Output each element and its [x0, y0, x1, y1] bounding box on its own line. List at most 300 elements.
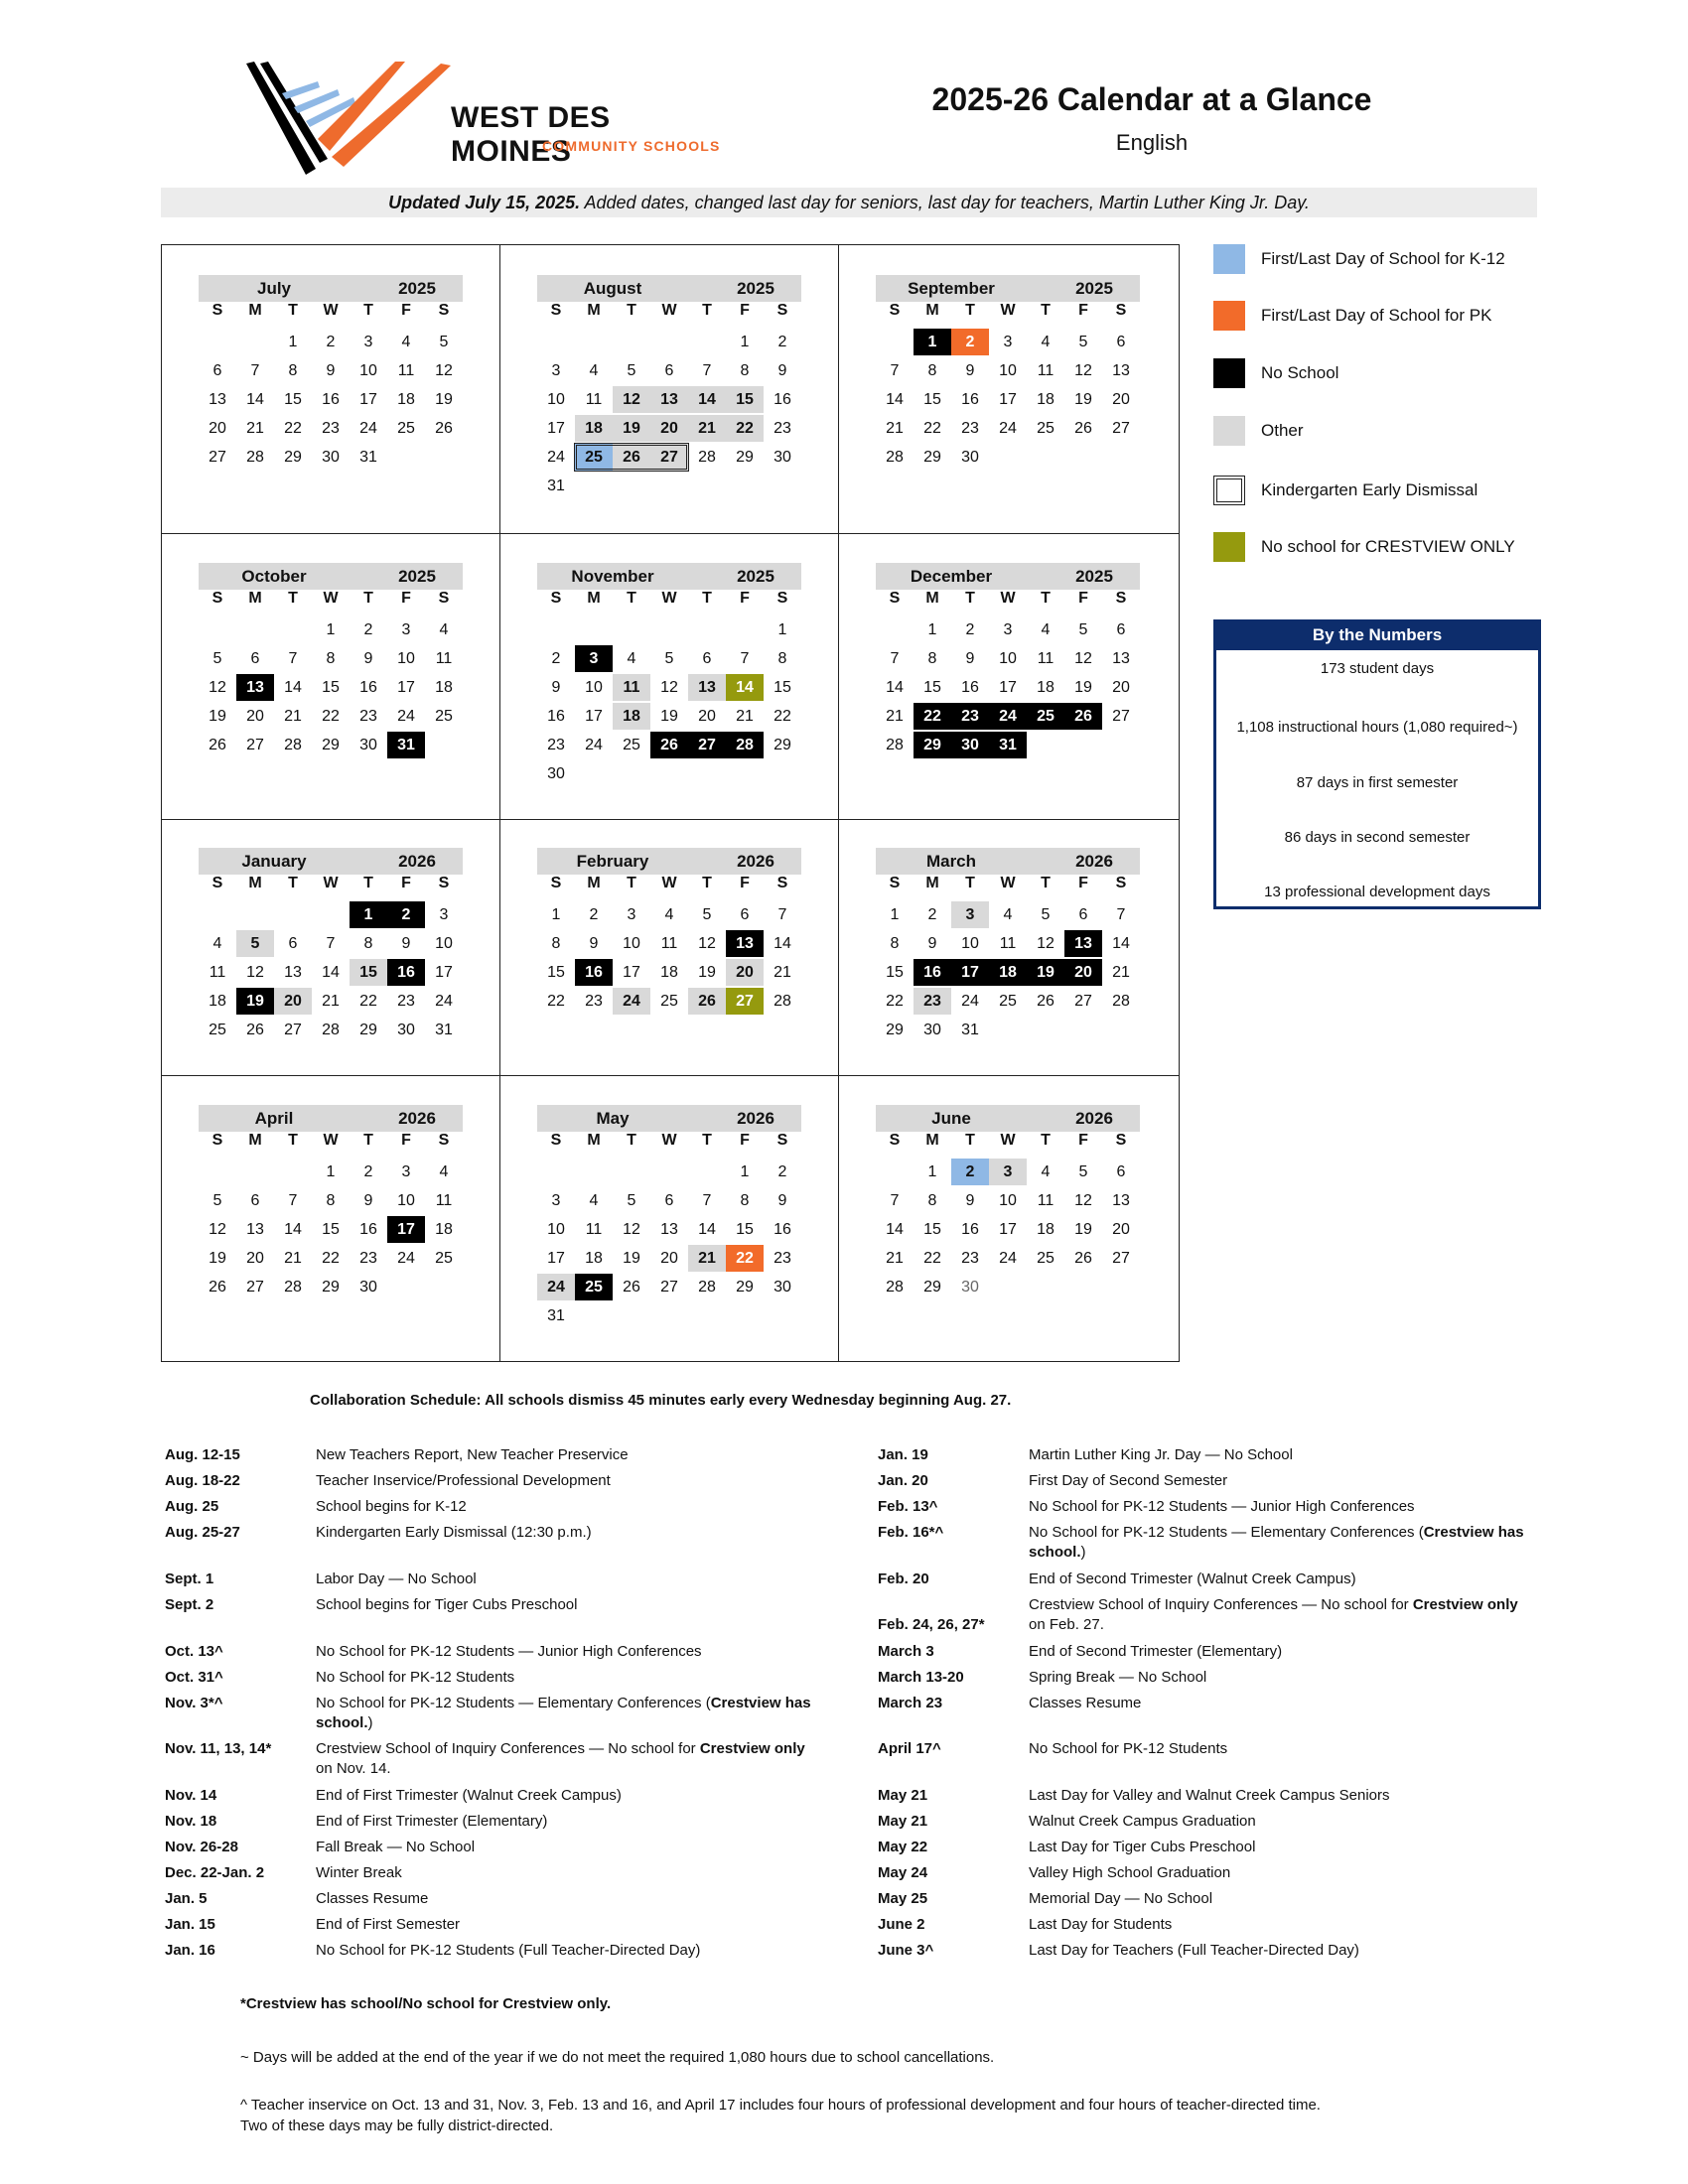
- weekday-label: T: [702, 302, 712, 319]
- weekday-label: T: [965, 302, 975, 319]
- by-the-numbers-title: By the Numbers: [1216, 622, 1538, 650]
- weekday-label: S: [550, 1132, 562, 1149]
- calendar-day-empty: [876, 616, 914, 643]
- legend-item-k12: [1213, 244, 1551, 276]
- month-november: [537, 563, 801, 789]
- event-date: May 21: [878, 1813, 928, 1830]
- calendar-day: 18: [585, 1250, 603, 1267]
- calendar-day: 11: [999, 935, 1017, 952]
- weekday-label: F: [740, 1132, 750, 1149]
- calendar-week: [199, 988, 463, 1017]
- weekday-label: T: [363, 302, 373, 319]
- event-description: [1029, 1739, 1535, 1759]
- calendar-day: 2: [951, 1159, 989, 1185]
- calendar-day: 28: [774, 993, 791, 1010]
- calendar-week: [537, 329, 801, 357]
- footnote-caret-cont: Two of these days may be fully district-directed.: [240, 2117, 554, 2134]
- weekday-label: T: [363, 590, 373, 607]
- calendar-day: 25: [575, 1274, 613, 1300]
- event-date: Jan. 5: [165, 1890, 208, 1907]
- calendar-week: [537, 645, 801, 674]
- calendar-day-empty: [764, 1302, 801, 1329]
- calendar-day-empty: [1102, 1017, 1140, 1043]
- event-text: No School for PK-12 Students: [316, 1669, 515, 1686]
- calendar-day-empty: [537, 1159, 575, 1185]
- calendar-day-empty: [236, 616, 274, 643]
- calendar-day-empty: [1102, 444, 1140, 471]
- weekday-label: T: [965, 1132, 975, 1149]
- calendar-day: 27: [1074, 993, 1092, 1010]
- event-text: School begins for K-12: [316, 1498, 467, 1515]
- calendar-day: 28: [886, 449, 904, 466]
- calendar-day: 5: [236, 930, 274, 957]
- calendar-day: 4: [1041, 334, 1051, 350]
- event-description: [316, 1838, 822, 1857]
- calendar-day: 25: [999, 993, 1017, 1010]
- event-text: School begins for Tiger Cubs Preschool: [316, 1596, 578, 1613]
- calendar-day: 17: [999, 391, 1017, 408]
- calendar-week: [537, 1187, 801, 1216]
- calendar-day: 30: [359, 1279, 377, 1296]
- calendar-day: 12: [1074, 650, 1092, 667]
- weekday-label: T: [288, 1132, 298, 1149]
- calendar-week: [199, 444, 463, 473]
- calendar-day: 6: [250, 650, 260, 667]
- calendar-day: 2: [326, 334, 336, 350]
- event-text-bold: Crestview has school.: [1029, 1524, 1524, 1561]
- calendar-day: 19: [698, 964, 716, 981]
- event-date: Jan. 20: [878, 1472, 928, 1489]
- calendar-day: 3: [951, 901, 989, 928]
- calendar-day: 22: [923, 1250, 941, 1267]
- calendar-day-empty: [199, 329, 236, 355]
- month-name: August: [583, 279, 642, 298]
- calendar-week: [876, 1274, 1140, 1302]
- calendar-day: 5: [212, 650, 222, 667]
- weekday-label: F: [1078, 875, 1088, 891]
- calendar-week: [876, 703, 1140, 732]
- calendar-day: 3: [1003, 621, 1013, 638]
- calendar-day: 23: [585, 993, 603, 1010]
- calendar-day: 23: [951, 703, 989, 730]
- weekday-label: S: [1115, 1132, 1127, 1149]
- calendar-day: 8: [890, 935, 900, 952]
- weekday-label: S: [211, 302, 223, 319]
- calendar-day: 22: [284, 420, 302, 437]
- calendar-day-empty: [613, 1302, 650, 1329]
- calendar-day: 4: [439, 1163, 449, 1180]
- weekday-label: F: [740, 302, 750, 319]
- calendar-day: 1: [288, 334, 298, 350]
- event-date: Aug. 25: [165, 1498, 219, 1515]
- weekday-label: S: [211, 1132, 223, 1149]
- calendar-day: 9: [589, 935, 599, 952]
- calendar-day: 7: [740, 650, 750, 667]
- calendar-day: 23: [774, 420, 791, 437]
- calendar-day: 25: [435, 708, 453, 725]
- calendar-day: 15: [923, 679, 941, 696]
- calendar-day: 25: [660, 993, 678, 1010]
- calendar-day-empty: [575, 473, 613, 499]
- calendar-day: 26: [650, 732, 688, 758]
- event-text: No School for PK-12 Students — Junior High Conferences: [316, 1643, 702, 1660]
- calendar-day: 23: [914, 988, 951, 1015]
- calendar-day: 20: [726, 959, 764, 986]
- event-text-bold: Crestview has school.: [316, 1695, 811, 1731]
- legend-swatch: [1213, 532, 1245, 562]
- weekday-label: T: [627, 302, 636, 319]
- calendar-grid: [161, 244, 1180, 1362]
- calendar-day: 9: [777, 1192, 787, 1209]
- calendar-day: 18: [989, 959, 1027, 986]
- calendar-week: [537, 473, 801, 501]
- weekday-label: M: [248, 302, 262, 319]
- weekday-label: T: [627, 590, 636, 607]
- calendar-day-empty: [199, 1159, 236, 1185]
- month-header: [876, 563, 1140, 590]
- calendar-day: 12: [209, 679, 226, 696]
- event-text: Winter Break: [316, 1864, 402, 1881]
- calendar-week: [876, 1245, 1140, 1274]
- legend-label: First/Last Day of School for PK: [1261, 306, 1492, 325]
- weekday-label: W: [661, 875, 677, 891]
- calendar-day: 11: [1037, 1192, 1055, 1209]
- event-text-bold: Crestview only: [1412, 1596, 1518, 1613]
- logo-wordmark: WEST DES MOINES: [451, 101, 611, 168]
- event-description: [1029, 1863, 1535, 1883]
- month-name: February: [576, 852, 649, 871]
- legend-swatch: [1213, 301, 1245, 331]
- calendar-day: 19: [209, 1250, 226, 1267]
- calendar-day-empty: [650, 760, 688, 787]
- calendar-day-empty: [1027, 1274, 1064, 1300]
- calendar-day: 8: [740, 1192, 750, 1209]
- event-description: [316, 1668, 822, 1688]
- weekday-label: W: [1000, 302, 1016, 319]
- calendar-day: 3: [551, 362, 561, 379]
- event-text: No School for PK-12 Students — Junior High Conferences: [1029, 1498, 1415, 1515]
- calendar-day: 15: [350, 959, 387, 986]
- calendar-week: [876, 901, 1140, 930]
- calendar-week: [537, 1159, 801, 1187]
- calendar-day: 20: [1112, 679, 1130, 696]
- event-date: June 2: [878, 1916, 925, 1933]
- weekday-label: F: [401, 1132, 411, 1149]
- calendar-day: 25: [435, 1250, 453, 1267]
- calendar-day: 2: [363, 1163, 373, 1180]
- calendar-week: [537, 1302, 801, 1331]
- calendar-day: 3: [1003, 334, 1013, 350]
- month-january: [199, 848, 463, 1045]
- calendar-day-empty: [236, 329, 274, 355]
- calendar-day-empty: [387, 444, 425, 471]
- calendar-day: 9: [927, 935, 937, 952]
- weekday-label: T: [1041, 875, 1051, 891]
- event-description: [1029, 1786, 1535, 1806]
- weekday-label: T: [363, 1132, 373, 1149]
- calendar-day: 4: [401, 334, 411, 350]
- calendar-day: 28: [1112, 993, 1130, 1010]
- weekday-label: W: [661, 1132, 677, 1149]
- weekday-label: S: [1115, 875, 1127, 891]
- calendar-day: 13: [236, 674, 274, 701]
- calendar-day: 1: [927, 621, 937, 638]
- event-text-end: ): [367, 1714, 373, 1731]
- calendar-day: 27: [1112, 708, 1130, 725]
- event-description: [1029, 1668, 1535, 1688]
- calendar-day: 22: [547, 993, 565, 1010]
- calendar-day: 8: [927, 650, 937, 667]
- calendar-day: 6: [1078, 906, 1088, 923]
- calendar-day: 22: [886, 993, 904, 1010]
- calendar-day-empty: [764, 473, 801, 499]
- footnote-star: *Crestview has school/No school for Crestview only.: [240, 1995, 612, 2012]
- month-name: May: [596, 1109, 630, 1128]
- calendar-day: 21: [246, 420, 264, 437]
- month-february: [537, 848, 801, 1017]
- calendar-day: 11: [209, 964, 226, 981]
- calendar-day: 1: [777, 621, 787, 638]
- calendar-day: 22: [359, 993, 377, 1010]
- calendar-day-empty: [537, 329, 575, 355]
- calendar-day: 11: [435, 1192, 453, 1209]
- calendar-day: 21: [284, 708, 302, 725]
- collaboration-schedule: Collaboration Schedule: All schools dismiss 45 minutes early every Wednesday beginning Aug. 27.: [310, 1392, 1012, 1409]
- calendar-day: 28: [284, 737, 302, 753]
- calendar-week: [876, 674, 1140, 703]
- calendar-day: 4: [1003, 906, 1013, 923]
- month-august: [537, 275, 801, 501]
- footnote-caret: ^ Teacher inservice on Oct. 13 and 31, Nov. 3, Feb. 13 and 16, and April 17 includes four hours of professional development and four hours of teacher-directed time.: [240, 2097, 1321, 2114]
- weekday-header: [876, 302, 1140, 329]
- calendar-day: 10: [585, 679, 603, 696]
- calendar-day-empty: [613, 1159, 650, 1185]
- calendar-day: 2: [551, 650, 561, 667]
- weekday-label: T: [965, 590, 975, 607]
- calendar-day: 8: [326, 650, 336, 667]
- calendar-day: 6: [288, 935, 298, 952]
- calendar-day-empty: [199, 901, 236, 928]
- weekday-label: S: [889, 875, 901, 891]
- weekday-label: W: [661, 590, 677, 607]
- weekday-label: W: [323, 875, 339, 891]
- month-header: [537, 563, 801, 590]
- calendar-day: 22: [774, 708, 791, 725]
- calendar-day: 10: [547, 391, 565, 408]
- event-date: Nov. 3*^: [165, 1695, 223, 1711]
- calendar-day: 27: [284, 1022, 302, 1038]
- weekday-header: [199, 302, 463, 329]
- calendar-week: [537, 357, 801, 386]
- calendar-day: 9: [965, 650, 975, 667]
- calendar-day: 8: [363, 935, 373, 952]
- calendar-day-empty: [312, 901, 350, 928]
- calendar-day: 9: [401, 935, 411, 952]
- calendar-day: 16: [575, 959, 613, 986]
- month-name: November: [571, 567, 654, 586]
- calendar-day-empty: [688, 473, 726, 499]
- calendar-day: 14: [688, 386, 726, 413]
- weekday-label: S: [1115, 590, 1127, 607]
- month-july: [199, 275, 463, 473]
- calendar-week: [876, 386, 1140, 415]
- calendar-day: 5: [627, 1192, 636, 1209]
- calendar-week: [199, 616, 463, 645]
- calendar-day-empty: [613, 473, 650, 499]
- calendar-day: 2: [363, 621, 373, 638]
- weekday-label: T: [627, 875, 636, 891]
- calendar-day: 6: [1116, 621, 1126, 638]
- calendar-day: 13: [209, 391, 226, 408]
- calendar-day-empty: [650, 329, 688, 355]
- weekday-label: M: [925, 590, 939, 607]
- calendar-day: 16: [914, 959, 951, 986]
- calendar-day: 25: [623, 737, 640, 753]
- logo-mark-icon: [246, 60, 455, 179]
- event-text: End of Second Trimester (Elementary): [1029, 1643, 1283, 1660]
- event-date: Sept. 1: [165, 1570, 214, 1587]
- calendar-day: 27: [1112, 420, 1130, 437]
- event-description: [1029, 1570, 1535, 1589]
- month-header: [876, 1105, 1140, 1132]
- calendar-day-empty: [726, 616, 764, 643]
- calendar-week: [537, 988, 801, 1017]
- calendar-day-empty: [1102, 1274, 1140, 1300]
- calendar-day: 5: [1078, 1163, 1088, 1180]
- weekday-label: M: [925, 1132, 939, 1149]
- calendar-day: 26: [209, 1279, 226, 1296]
- calendar-day: 6: [664, 1192, 674, 1209]
- calendar-day: 25: [1027, 703, 1064, 730]
- calendar-week: [876, 1017, 1140, 1045]
- calendar-day: 5: [1078, 621, 1088, 638]
- calendar-day: 13: [284, 964, 302, 981]
- weekday-label: F: [1078, 1132, 1088, 1149]
- numbers-item: 86 days in second semester: [1284, 829, 1471, 846]
- calendar-day: 26: [1074, 420, 1092, 437]
- calendar-day: 21: [688, 1245, 726, 1272]
- calendar-day: 11: [585, 391, 603, 408]
- calendar-day: 21: [284, 1250, 302, 1267]
- calendar-day: 29: [923, 1279, 941, 1296]
- calendar-day-empty: [575, 760, 613, 787]
- calendar-day-empty: [650, 616, 688, 643]
- calendar-day: 21: [774, 964, 791, 981]
- calendar-week: [537, 386, 801, 415]
- calendar-day: 21: [688, 415, 726, 442]
- calendar-day: 8: [927, 1192, 937, 1209]
- update-date: Updated July 15, 2025.: [388, 193, 581, 212]
- event-text: Last Day for Students: [1029, 1916, 1173, 1933]
- calendar-day: 17: [951, 959, 989, 986]
- month-header: [537, 275, 801, 302]
- calendar-week: [876, 930, 1140, 959]
- calendar-day: 19: [660, 708, 678, 725]
- event-text: End of Second Trimester (Walnut Creek Campus): [1029, 1570, 1356, 1587]
- calendar-day: 27: [726, 988, 764, 1015]
- event-text: Crestview School of Inquiry Conferences — No school for: [316, 1740, 700, 1757]
- calendar-day: 24: [547, 449, 565, 466]
- calendar-day: 13: [688, 674, 726, 701]
- weekday-label: S: [550, 875, 562, 891]
- calendar-day: 13: [1112, 650, 1130, 667]
- calendar-day: 12: [613, 386, 650, 413]
- calendar-day: 17: [999, 1221, 1017, 1238]
- event-description: [316, 1889, 822, 1909]
- calendar-day-empty: [650, 473, 688, 499]
- month-may: [537, 1105, 801, 1331]
- month-header: [199, 563, 463, 590]
- weekday-label: T: [702, 1132, 712, 1149]
- calendar-day: 14: [698, 1221, 716, 1238]
- weekday-label: T: [288, 590, 298, 607]
- legend-label: No school for CRESTVIEW ONLY: [1261, 537, 1515, 556]
- calendar-day: 31: [435, 1022, 453, 1038]
- calendar-day: 20: [209, 420, 226, 437]
- month-header: [876, 275, 1140, 302]
- calendar-day: 16: [359, 679, 377, 696]
- calendar-day: 5: [1041, 906, 1051, 923]
- numbers-item: 87 days in first semester: [1296, 774, 1459, 791]
- by-the-numbers-panel: [1213, 619, 1541, 909]
- calendar-day: 29: [886, 1022, 904, 1038]
- weekday-label: S: [438, 302, 450, 319]
- calendar-day: 4: [212, 935, 222, 952]
- calendar-day: 20: [698, 708, 716, 725]
- calendar-day: 3: [551, 1192, 561, 1209]
- calendar-week: [537, 732, 801, 760]
- calendar-day: 8: [927, 362, 937, 379]
- event-date: May 22: [878, 1839, 928, 1855]
- calendar-day: 17: [547, 1250, 565, 1267]
- calendar-week: [537, 415, 801, 444]
- calendar-day: 16: [961, 391, 979, 408]
- calendar-day: 24: [435, 993, 453, 1010]
- weekday-header: [199, 590, 463, 616]
- calendar-day: 9: [326, 362, 336, 379]
- weekday-header: [876, 875, 1140, 901]
- event-text: Fall Break — No School: [316, 1839, 476, 1855]
- calendar-day: 17: [435, 964, 453, 981]
- calendar-day: 9: [965, 362, 975, 379]
- event-description: [1029, 1694, 1535, 1713]
- event-text: Crestview School of Inquiry Conferences — No school for: [1029, 1596, 1413, 1613]
- calendar-day-empty: [876, 1159, 914, 1185]
- event-text-end: ): [1080, 1544, 1086, 1561]
- month-name: March: [925, 852, 977, 871]
- calendar-day: 18: [1037, 679, 1055, 696]
- weekday-label: T: [1041, 302, 1051, 319]
- weekday-label: S: [889, 1132, 901, 1149]
- event-text: End of First Semester: [316, 1916, 461, 1933]
- event-text: End of First Trimester (Elementary): [316, 1813, 548, 1830]
- calendar-day: 6: [664, 362, 674, 379]
- calendar-day: 8: [326, 1192, 336, 1209]
- calendar-day: 10: [547, 1221, 565, 1238]
- weekday-label: S: [438, 1132, 450, 1149]
- calendar-day: 18: [435, 679, 453, 696]
- calendar-day: 16: [774, 391, 791, 408]
- calendar-day: 19: [435, 391, 453, 408]
- calendar-day: 27: [688, 732, 726, 758]
- calendar-day: 31: [547, 478, 565, 494]
- weekday-label: S: [550, 302, 562, 319]
- event-description: [1029, 1523, 1535, 1563]
- calendar-week: [876, 415, 1140, 444]
- calendar-week: [199, 901, 463, 930]
- weekday-label: W: [323, 302, 339, 319]
- calendar-day-empty: [650, 1302, 688, 1329]
